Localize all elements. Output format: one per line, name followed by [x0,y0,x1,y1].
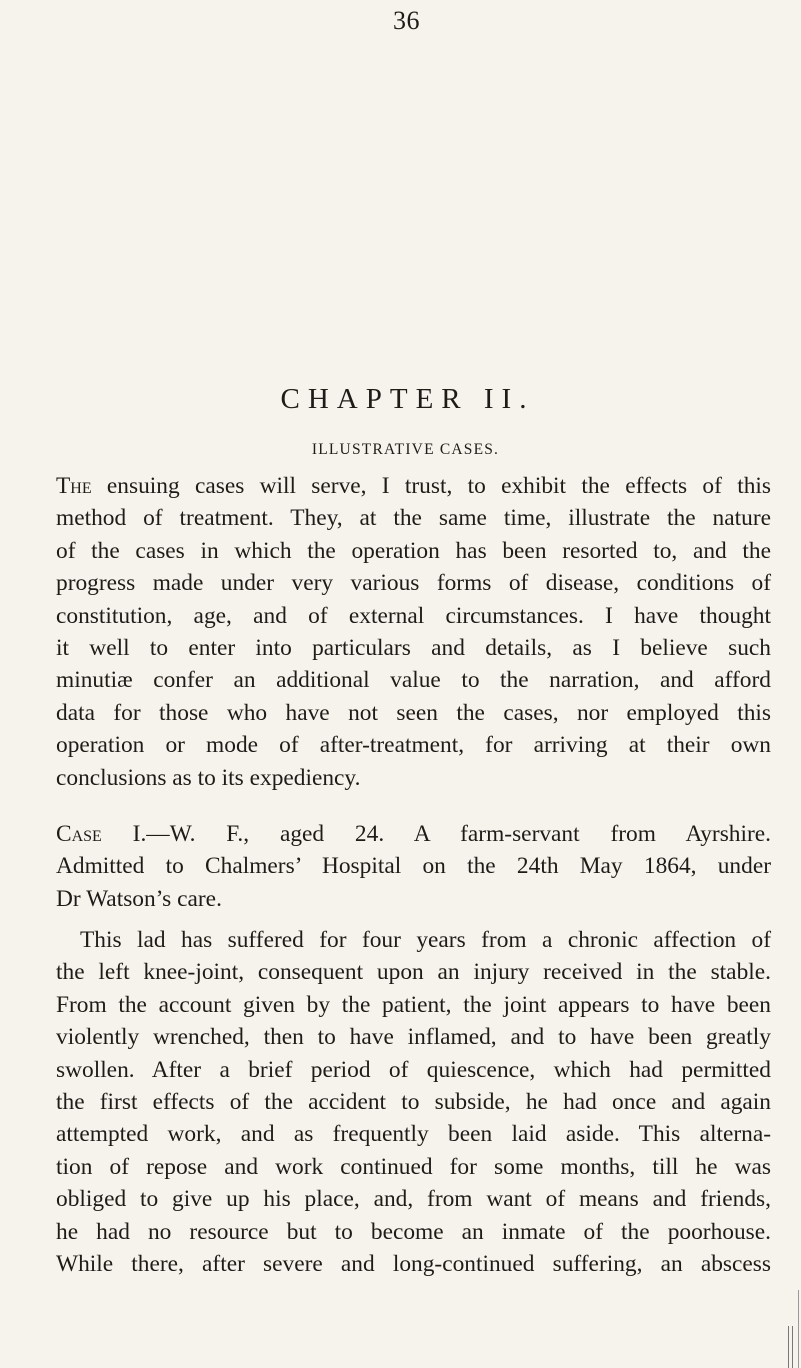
case-header-line: Admitted to Chalmers’ Hospital on the 24th May 1864, under [56,853,771,880]
case-label: Case I. [56,821,147,847]
case-body-line: From the account given by the patient, the joint appears to have been [56,991,771,1018]
intro-first-word: The [56,473,92,499]
case-body-line: the left knee-joint, consequent upon an injury received in the stable. [56,959,771,986]
intro-line: method of treatment. They, at the same time, illustrate the nature [56,505,771,532]
case-header [56,818,771,915]
chapter-heading: CHAPTER II. [280,383,535,415]
case-body-line: swollen. After a brief period of quiescence, which had permitted [56,1056,771,1083]
case-header-line [56,818,771,850]
page-number: 36 [393,6,420,35]
intro-line: of the cases in which the operation has been resorted to, and the [56,537,771,564]
case-header-line: Dr Watson’s care. [56,885,222,912]
intro-line [56,470,771,502]
case-body-line: tion of repose and work continued for some months, till he was [56,1153,771,1180]
intro-line: progress made under very various forms of disease, conditions of [56,570,771,597]
intro-line: it well to enter into particulars and details, as I believe such [56,635,771,662]
intro-line: conclusions as to its expediency. [56,764,361,791]
case-body-line: violently wrenched, then to have inflamed, and to have been greatly [56,1024,771,1051]
section-heading: ILLUSTRATIVE CASES. [311,441,500,458]
case-body-line: attempted work, and as frequently been laid aside. This alterna- [56,1121,771,1148]
intro-line: data for those who have not seen the cases, nor employed this [56,699,771,726]
intro-line-text: ensuing cases will serve, I trust, to exhibit the effects of this [106,473,771,499]
case-body-line: This lad has suffered for four years from a chronic affection of [80,927,771,953]
case-body-line: obliged to give up his place, and, from want of means and friends, [56,1186,771,1213]
intro-line: minutiæ confer an additional value to the narration, and afford [56,667,771,694]
case-header-text: —W. F., aged 24. A farm-servant from Ayrshire. [146,821,772,847]
intro-line: operation or mode of after-treatment, for arriving at their own [56,732,771,759]
case-body-line: While there, after severe and long-continued suffering, an abscess [56,1251,771,1278]
case-body [56,924,771,1280]
intro-paragraph [56,470,771,794]
intro-line: constitution, age, and of external circumstances. I have thought [56,602,771,629]
case-body-line: he had no resource but to become an inmate of the poorhouse. [56,1218,771,1245]
page-edge-mark [788,1326,793,1368]
case-body-line: the first effects of the accident to subside, he had once and again [56,1089,771,1116]
